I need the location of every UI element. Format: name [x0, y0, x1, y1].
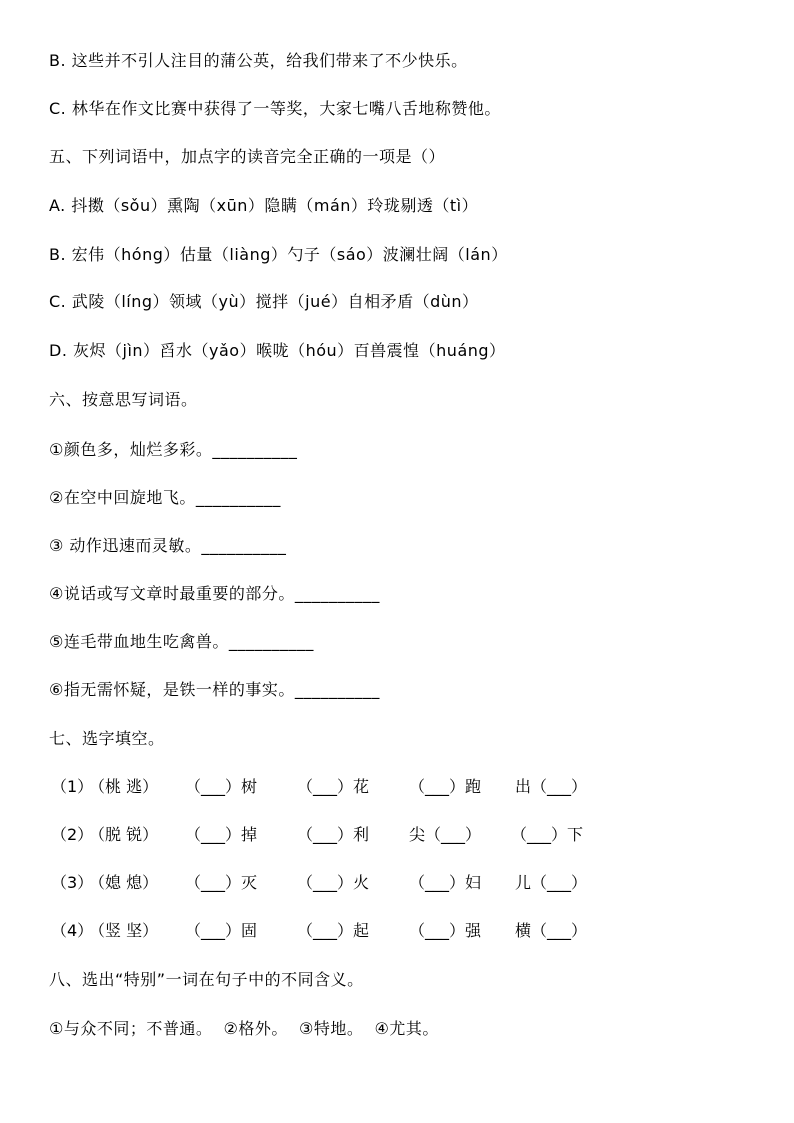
section-7-title: 七、选字填空。: [49, 729, 165, 748]
fill-blank: （___）跑: [409, 777, 482, 796]
fill-blank: （___）妇: [409, 873, 482, 892]
fill-blank: （___）掉: [185, 825, 258, 844]
fill-blank: （___）固: [185, 921, 258, 940]
option-b: B. 这些并不引人注目的蒲公英，给我们带来了不少快乐。: [49, 51, 468, 70]
section-5-option-d: D. 灰烬（jìn）舀水（yǎo）喉咙（hóu）百兽震惶（huáng）: [49, 341, 506, 360]
fill-blank: （___）树: [185, 777, 258, 796]
fill-blank: （___）花: [297, 777, 370, 796]
fill-blank: （___）利: [297, 825, 370, 844]
fill-blank: 出（___）: [515, 777, 588, 796]
fill-blank: （___）火: [297, 873, 370, 892]
fill-row: [49, 777, 588, 797]
character-pair: （脱 锐）: [89, 825, 159, 844]
fill-blank: （___）灭: [185, 873, 258, 892]
row-number: （4）: [51, 921, 94, 940]
section-5-title: 五、下列词语中，加点字的读音完全正确的一项是（）: [49, 147, 446, 166]
section-6-item: ①颜色多，灿烂多彩。__________: [49, 440, 298, 459]
fill-blank: 横（___）: [515, 921, 588, 940]
section-8-title: 八、选出“特别”一词在句子中的不同含义。: [49, 970, 364, 989]
section-5-option-a: A. 抖擞（sǒu）熏陶（xūn）隐瞒（mán）玲珑剔透（tì）: [49, 196, 479, 215]
section-5-option-c: C. 武陵（líng）领域（yù）搅拌（jué）自相矛盾（dùn）: [49, 292, 479, 311]
section-8-meanings: ①与众不同；不普通。 ②格外。 ③特地。 ④尤其。: [49, 1019, 439, 1038]
fill-blank: 儿（___）: [515, 873, 588, 892]
section-6-item: ④说话或写文章时最重要的部分。__________: [49, 584, 380, 603]
fill-blank: 尖（___）: [409, 825, 482, 844]
character-pair: （桃 逃）: [89, 777, 159, 796]
section-6-item: ③ 动作迅速而灵敏。__________: [49, 536, 287, 555]
row-number: （2）: [51, 825, 94, 844]
fill-row: [49, 921, 588, 941]
character-pair: （竖 坚）: [89, 921, 159, 940]
section-6-item: ②在空中回旋地飞。__________: [49, 488, 281, 507]
row-number: （3）: [51, 873, 94, 892]
fill-row: [49, 873, 588, 893]
section-6-item: ⑤连毛带血地生吃禽兽。__________: [49, 632, 314, 651]
fill-blank: （___）下: [511, 825, 584, 844]
section-5-option-b: B. 宏伟（hóng）估量（liàng）勺子（sáo）波澜壮阔（lán）: [49, 245, 508, 264]
character-pair: （媳 熄）: [89, 873, 159, 892]
fill-row: [49, 825, 584, 845]
fill-blank: （___）强: [409, 921, 482, 940]
section-6-title: 六、按意思写词语。: [49, 390, 198, 409]
option-c: C. 林华在作文比赛中获得了一等奖，大家七嘴八舌地称赞他。: [49, 99, 501, 118]
row-number: （1）: [51, 777, 94, 796]
section-6-item: ⑥指无需怀疑，是铁一样的事实。__________: [49, 680, 380, 699]
fill-blank: （___）起: [297, 921, 370, 940]
